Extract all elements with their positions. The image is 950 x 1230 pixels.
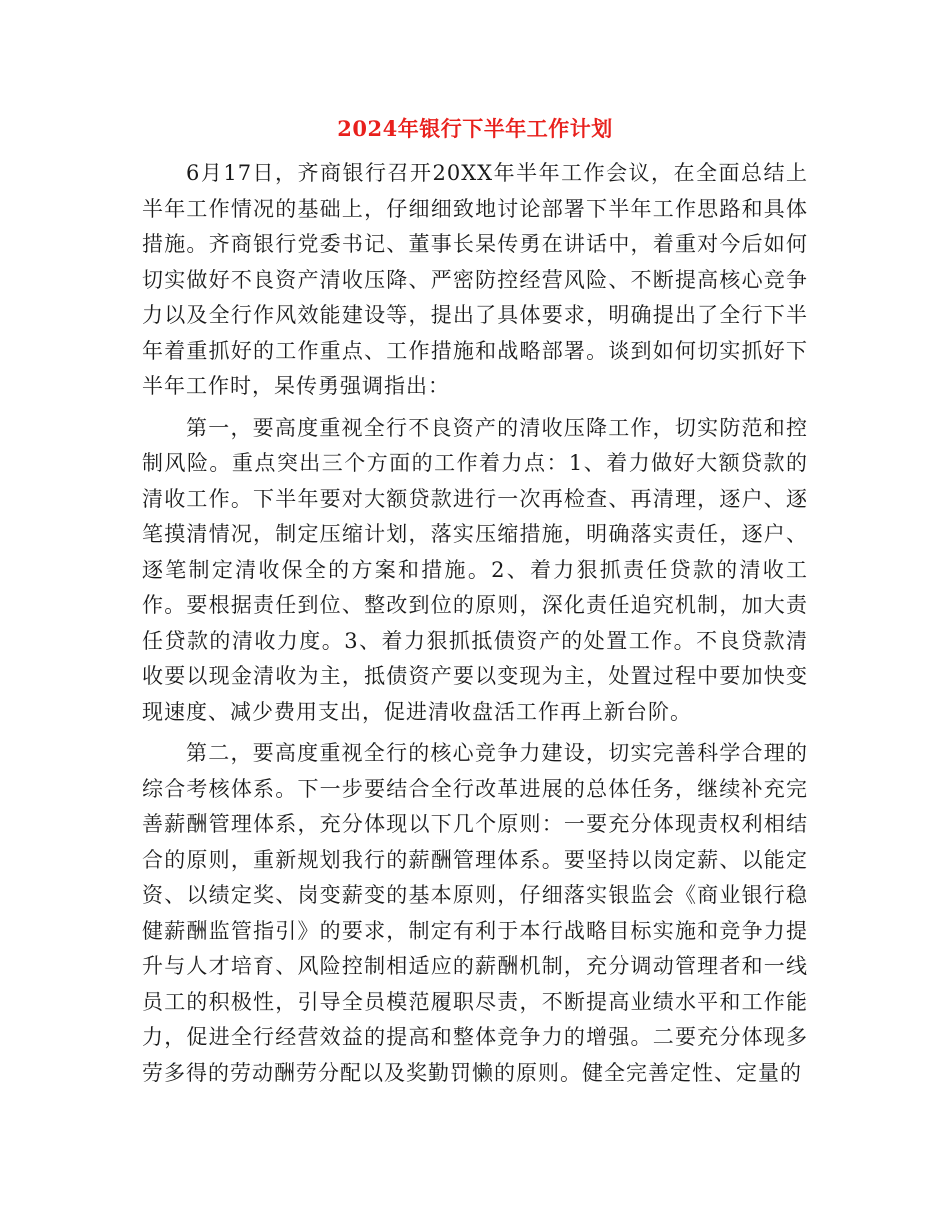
paragraph-2: 第一，要高度重视全行不良资产的清收压降工作，切实防范和控制风险。重点突出三个方面的工作着力点：1、着力做好大额贷款的清收工作。下半年要对大额贷款进行一次再检查、再清理，逐户、逐笔摸清情况，制定压缩计划，落实压缩措施，明确落实责任，逐户、逐笔制定清收保全的方案和措施。2、着力狠抓责任贷款的清收工作。要根据责任到位、整改到位的原则，深化责任追究机制，加大责任贷款的清收力度。3、着力狠抓抵债资产的处置工作。不良贷款清收要以现金清收为主，抵债资产要以变现为主，处置过程中要加快变现速度、减少费用支出，促进清收盘活工作再上新台阶。 [142,415,808,724]
paragraph-1: 6月17日，齐商银行召开20XX年半年工作会议，在全面总结上半年工作情况的基础上，仔细细致地讨论部署下半年工作思路和具体措施。齐商银行党委书记、董事长杲传勇在讲话中，着重对今后如何切实做好不良资产清收压降、严密防控经营风险、不断提高核心竞争力以及全行作风效能建设等，提出了具体要求，明确提出了全行下半年着重抓好的工作重点、工作措施和战略部署。谈到如何切实抓好下半年工作时，杲传勇强调指出： [142,161,808,398]
paragraph-3: 第二，要高度重视全行的核心竞争力建设，切实完善科学合理的综合考核体系。下一步要结合全行改革进展的总体任务，继续补充完善薪酬管理体系，充分体现以下几个原则：一要充分体现责权利相结合的原则，重新规划我行的薪酬管理体系。要坚持以岗定薪、以能定资、以绩定奖、岗变薪变的基本原则，仔细落实银监会《商业银行稳健薪酬监管指引》的要求，制定有利于本行战略目标实施和竞争力提升与人才培育、风险控制相适应的薪酬机制，充分调动管理者和一线员工的积极性，引导全员模范履职尽责，不断提高业绩水平和工作能力，促进全行经营效益的提高和整体竞争力的增强。二要充分体现多劳多得的劳动酬劳分配以及奖勤罚懒的原则。健全完善定性、定量的 [142,741,808,1085]
document-title: 2024年银行下半年工作计划 [337,116,613,141]
document-body [142,156,808,1091]
